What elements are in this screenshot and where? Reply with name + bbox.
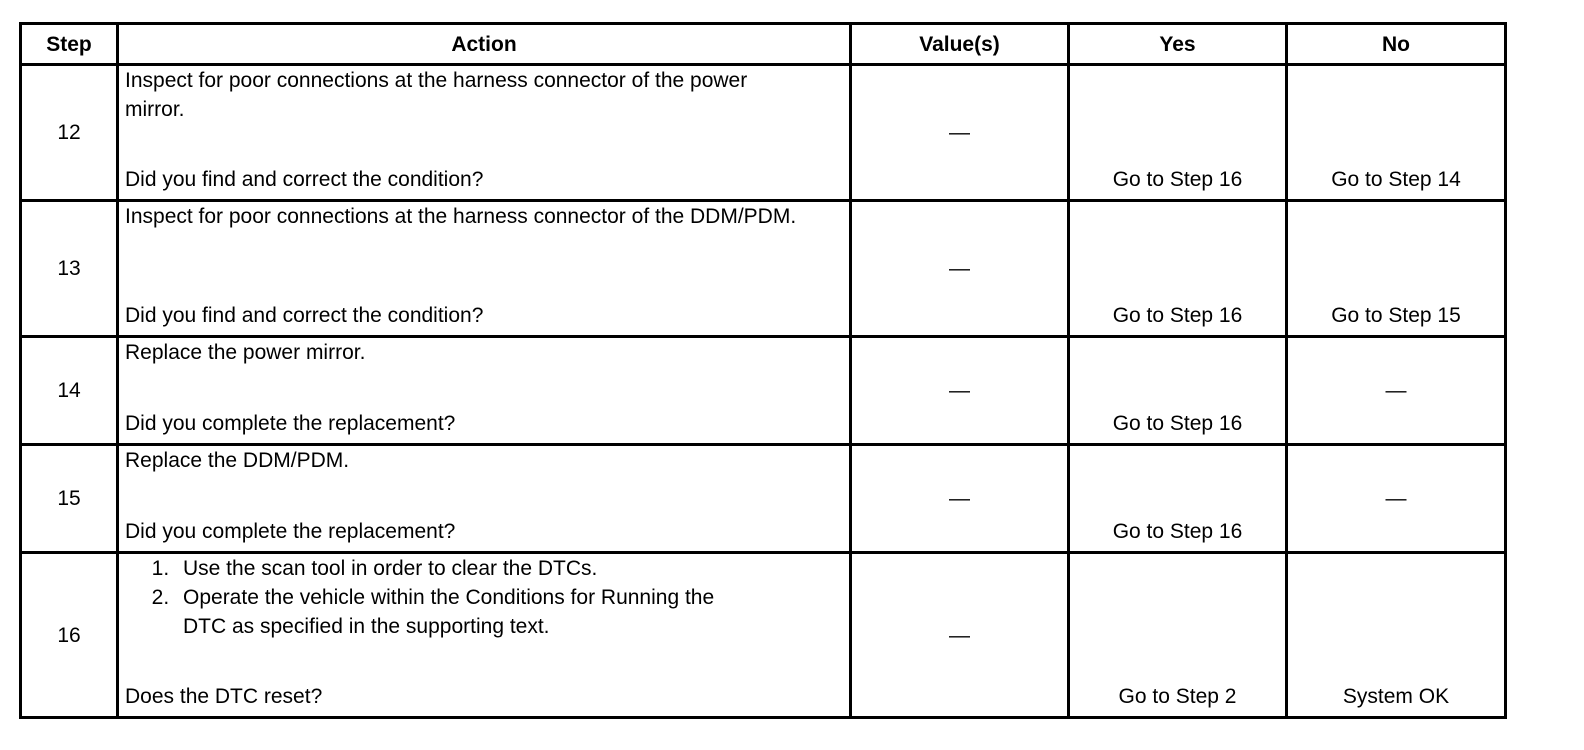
action-cell [118, 553, 851, 718]
value-cell: — [851, 201, 1069, 337]
action-cell [118, 337, 851, 445]
action-steps-list [125, 554, 849, 641]
action-cell [118, 201, 851, 337]
table-row [21, 201, 1506, 337]
no-cell: — [1287, 337, 1506, 445]
yes-cell: Go to Step 16 [1069, 337, 1287, 445]
step-number: 13 [21, 201, 118, 337]
no-cell: Go to Step 15 [1287, 201, 1506, 337]
action-cell [118, 445, 851, 553]
value-cell: — [851, 65, 1069, 201]
value-cell: — [851, 445, 1069, 553]
action-cell [118, 65, 851, 201]
header-action: Action [118, 24, 851, 65]
yes-cell: Go to Step 16 [1069, 65, 1287, 201]
value-cell: — [851, 553, 1069, 718]
header-row [21, 24, 1506, 65]
diagnostic-table [19, 22, 1507, 719]
table-row [21, 337, 1506, 445]
value-cell: — [851, 337, 1069, 445]
table-row [21, 445, 1506, 553]
action-question: Did you find and correct the condition? [125, 168, 484, 191]
action-question: Did you complete the replacement? [125, 412, 456, 435]
yes-cell: Go to Step 16 [1069, 201, 1287, 337]
action-question: Does the DTC reset? [125, 685, 323, 708]
no-cell: System OK [1287, 553, 1506, 718]
step-number: 14 [21, 337, 118, 445]
yes-cell: Go to Step 16 [1069, 445, 1287, 553]
header-yes: Yes [1069, 24, 1287, 65]
action-question: Did you complete the replacement? [125, 520, 456, 543]
step-number: 12 [21, 65, 118, 201]
step-number: 16 [21, 553, 118, 718]
table-row [21, 553, 1506, 718]
list-item: 2. Operate the vehicle within the Conditions for Running the DTC as specified in the supporting text. [175, 583, 743, 641]
no-cell: — [1287, 445, 1506, 553]
action-instruction: Inspect for poor connections at the harness connector of the power mirror. [125, 69, 754, 121]
header-values: Value(s) [851, 24, 1069, 65]
header-no: No [1287, 24, 1506, 65]
action-instruction: Replace the power mirror. [125, 341, 366, 364]
table-row [21, 65, 1506, 201]
step-number: 15 [21, 445, 118, 553]
list-item: 1. Use the scan tool in order to clear the DTCs. [175, 554, 849, 583]
header-step: Step [21, 24, 118, 65]
no-cell: Go to Step 14 [1287, 65, 1506, 201]
action-instruction: Inspect for poor connections at the harness connector of the DDM/PDM. [125, 205, 797, 228]
yes-cell: Go to Step 2 [1069, 553, 1287, 718]
action-instruction: Replace the DDM/PDM. [125, 449, 350, 472]
action-question: Did you find and correct the condition? [125, 304, 484, 327]
